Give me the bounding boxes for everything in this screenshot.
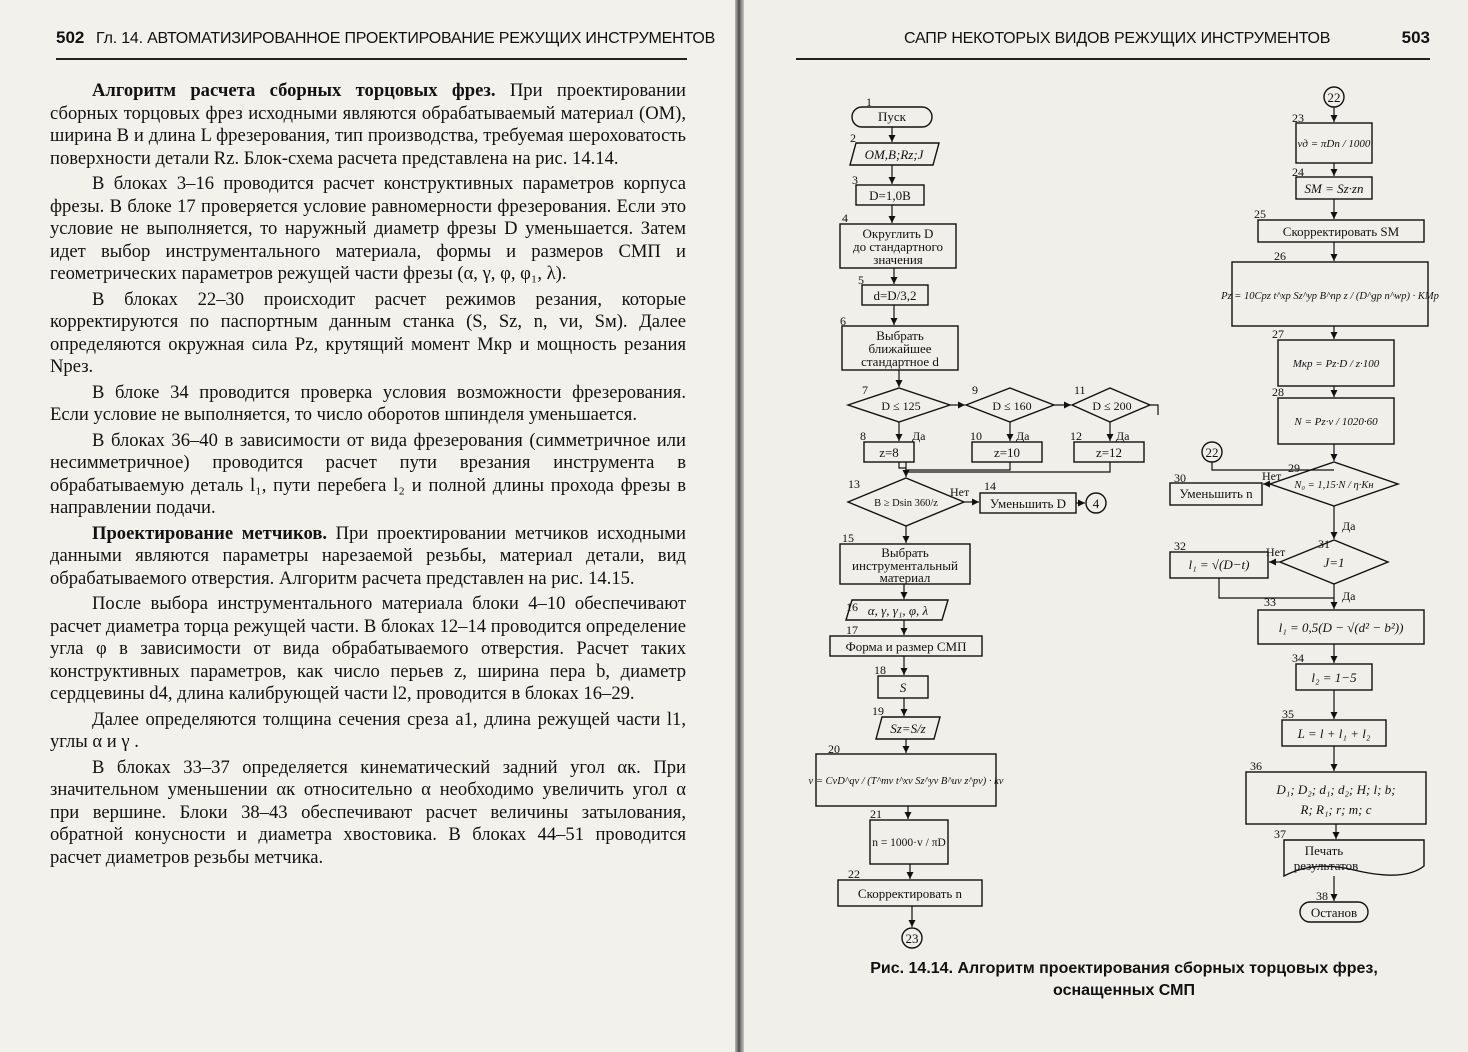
text-block-9: D ≤ 160 [992,399,1032,413]
text-block-2: OM,B;Rz;J [864,147,924,162]
text-block-29: N₀ = 1,15·N / η·Kн [1294,480,1374,491]
text-block-27: Mкр = Pz·D / z·100 [1292,358,1380,370]
label-yes-7: Да [912,429,926,443]
text-block-24: SM = Sz·zn [1304,181,1364,196]
text-block-36-line1: D₁; D₂; d₁; d₂; H; l; b; [1276,782,1396,797]
caption-line-2: оснащенных СМП [1053,982,1195,999]
label-no-29: Нет [1262,469,1282,483]
text-block-31: J=1 [1323,555,1345,570]
text-block-4-line3: значения [873,252,923,267]
text-block-32: l₁ = √(D−t) [1188,557,1250,572]
svg-text:8: 8 [860,429,866,443]
text-connector-4: 4 [1092,496,1100,511]
svg-text:20: 20 [828,742,840,756]
svg-text:27: 27 [1272,327,1284,341]
svg-text:5: 5 [858,273,864,287]
svg-text:35: 35 [1282,707,1294,721]
label-no-31: Нет [1266,545,1286,559]
paragraph-6: Проектирование метчиков. При проектировании метчиков исходными данными являются параметры нарезаемой резьбы, материал детали, вид обрабатываемого отверстия. Алгоритм расчета представлен на рис. 14.15. [50,522,686,589]
paragraph-3: В блоках 22–30 происходит расчет режимов резания, которые корректируются по паспортным данным станка (S, Sz, n, vи, Sм). Далее определяются окружная сила Pz, крутящий момент Mкр и мощность резания Nрез. [50,288,686,377]
text-block-16: α, γ, γ₁, φ, λ [867,603,929,618]
running-head-text-left: Гл. 14. АВТОМАТИЗИРОВАННОЕ ПРОЕКТИРОВАНИЕ РЕЖУЩИХ ИНСТРУМЕНТОВ [96,30,716,47]
svg-text:14: 14 [984,479,996,493]
svg-text:28: 28 [1272,385,1284,399]
label-no-13: Нет [950,485,970,499]
paragraph-4: В блоке 34 проводится проверка условия возможности фрезерования. Если условие не выполняется, то число оборотов шпинделя уменьшается. [50,381,686,425]
svg-text:21: 21 [870,807,882,821]
text-connector-22-top: 22 [1327,90,1341,105]
text-block-18: S [899,680,907,695]
page-number-left: 502 [56,28,85,47]
svg-text:29: 29 [1288,461,1300,475]
svg-text:10: 10 [970,429,982,443]
flowchart-diagram [744,70,1468,950]
text-block-8: z=8 [879,445,899,460]
text-block-36-line2: R; R₁; r; m; c [1300,802,1372,817]
text-block-7: D ≤ 125 [881,399,921,413]
text-connector-22-mid: 22 [1205,445,1219,460]
text-block-15-line3: материал [879,570,931,585]
text-block-25: Скорректировать SM [1282,224,1400,239]
text-block-6-line3: стандартное d [861,354,939,369]
text-block-6-line1: Выбрать [876,328,924,343]
svg-text:31: 31 [1318,537,1330,551]
text-block-5: d=D/3,2 [873,288,917,303]
text-block-30: Уменьшить n [1179,486,1253,501]
svg-text:18: 18 [874,663,886,677]
svg-text:24: 24 [1292,165,1304,179]
svg-text:4: 4 [842,211,848,225]
heading-taps: Проектирование метчиков. [92,522,328,544]
paragraph-2: В блоках 3–16 проводится расчет конструктивных параметров корпуса фрезы. В блоке 17 проверяется условие равномерности фрезерования. Если это условие не выполняется, то наружный диаметр фрезы D уменьшается. Затем идет выбор инструментального материала, формы и размеров СМП и геометрических параметров режущей части фрезы (α, γ, φ, φ₁, λ). [50,173,686,284]
svg-text:11: 11 [1074,383,1086,397]
text-block-37-line2: результатов [1293,858,1359,873]
text-block-23: vд = πDn / 1000 [1297,138,1371,150]
text-block-1: Пуск [878,109,906,124]
text-block-4-line1: Округлить D [862,226,934,241]
svg-text:30: 30 [1174,471,1186,485]
svg-text:37: 37 [1274,827,1286,841]
svg-text:19: 19 [872,704,884,718]
caption-line-1: Рис. 14.14. Алгоритм проектирования сборных торцовых фрез, [870,960,1378,977]
text-block-17: Форма и размер СМП [845,639,967,654]
right-page [744,0,1468,1052]
text-block-35: L = l + l₁ + l₂ [1297,726,1371,741]
paragraph-9: В блоках 33–37 определяется кинематический задний угол αк. При значительном уменьшении αк относительно α необходимо увеличить угол α при вершине. Блоки 38–43 обеспечивают расчет величины затылования, обратной конусности и диаметра хвостовика. В блоках 44–51 проводится расчет диаметров резьбы метчика. [50,756,686,868]
svg-text:38: 38 [1316,889,1328,903]
text-block-28: N = Pz·v / 1020·60 [1294,416,1378,428]
running-head-left [56,22,716,60]
svg-text:26: 26 [1274,249,1286,263]
svg-text:6: 6 [840,314,846,328]
svg-text:36: 36 [1250,759,1262,773]
text-block-10: z=10 [993,445,1021,460]
svg-text:9: 9 [972,383,978,397]
svg-text:34: 34 [1292,651,1304,665]
svg-text:16: 16 [846,600,858,614]
running-head-text-right: САПР НЕКОТОРЫХ ВИДОВ РЕЖУЩИХ ИНСТРУМЕНТОВ [904,30,1331,47]
svg-text:13: 13 [848,477,860,491]
text-block-21: n = 1000·v / πD [872,837,946,849]
paragraph-5: В блоках 36–40 в зависимости от вида фрезерования (симметричное или несимметричное) проводится расчет пути врезания инструмента в обрабатываемую деталь l₁, пути перебега l₂ и полной длины прохода фрезы в направлении подачи. [50,429,686,518]
svg-text:12: 12 [1070,429,1082,443]
text-block-11: D ≤ 200 [1092,399,1132,413]
svg-text:3: 3 [852,173,858,187]
text-block-3: D=1,0B [869,188,911,203]
text-block-15-line1: Выбрать [881,545,929,560]
svg-text:2: 2 [850,131,856,145]
text-block-38: Останов [1310,905,1358,920]
text-block-4-line2: до стандартного [852,239,944,254]
paragraph-7: После выбора инструментального материала блоки 4–10 обеспечивают расчет диаметра торца режущей части. В блоках 12–14 проводится определение угла φ в зависимости от вида обрабатываемого отверстия. Расчет таких конструктивных параметров, как число перьев z, ширина пера b, диаметр сердцевины d4, длина калибрующей части l2, проводится в блоках 16–29. [50,593,686,704]
svg-text:1: 1 [866,95,872,109]
text-block-33: l₁ = 0,5(D − √(d² − b²)) [1278,620,1404,635]
body-text [50,80,686,872]
heading-milling-cutters: Алгоритм расчета сборных торцовых фрез. [92,80,496,101]
text-block-19: Sz=S/z [890,721,926,736]
svg-text:25: 25 [1254,207,1266,221]
text-block-20: v = CvD^qv / (T^mv t^xv Sz^yv B^uv z^pv) · kv [808,776,1004,787]
text-block-37-line1: Печать [1304,843,1344,858]
svg-text:23: 23 [1292,111,1304,125]
text-block-6-line2: ближайшее [868,341,932,356]
svg-text:22: 22 [848,867,860,881]
text-block-13: B ≥ Dsin 360/z [874,498,938,509]
text-block-22: Скорректировать n [857,886,963,901]
text-block-14: Уменьшить D [989,496,1067,511]
label-yes-11: Да [1116,429,1130,443]
page-number-right: 503 [1401,28,1430,47]
paragraph-8: Далее определяются толщина сечения среза a1, длина режущей части l1, углы α и γ . [50,708,686,752]
svg-text:17: 17 [846,623,858,637]
text-block-34: l₂ = 1−5 [1311,670,1357,685]
text-block-12: z=12 [1095,445,1123,460]
running-head-right [796,22,1430,60]
paragraph-1: Алгоритм расчета сборных торцовых фрез. При проектировании сборных торцовых фрез исходными являются обрабатываемый материал (ОМ), ширина B и длина L фрезерования, тип производства, требуемая шероховатость поверхности детали Rz. Блок-схема расчета представлена на рис. 14.14. [50,80,687,169]
text-connector-23: 23 [905,931,919,946]
text-block-26: Pz = 10Cpz t^xp Sz^yp B^np z / (D^gp n^wp) · KMp [1221,291,1439,302]
book-spine [735,0,744,1052]
svg-text:7: 7 [862,383,868,397]
label-yes-29: Да [1342,519,1356,533]
svg-text:15: 15 [842,531,854,545]
svg-text:33: 33 [1264,595,1276,609]
figure-caption [844,958,1404,1002]
text-block-15-line2: инструментальный [852,558,958,573]
label-yes-31: Да [1342,589,1356,603]
svg-text:32: 32 [1174,539,1186,553]
label-yes-9: Да [1016,429,1030,443]
